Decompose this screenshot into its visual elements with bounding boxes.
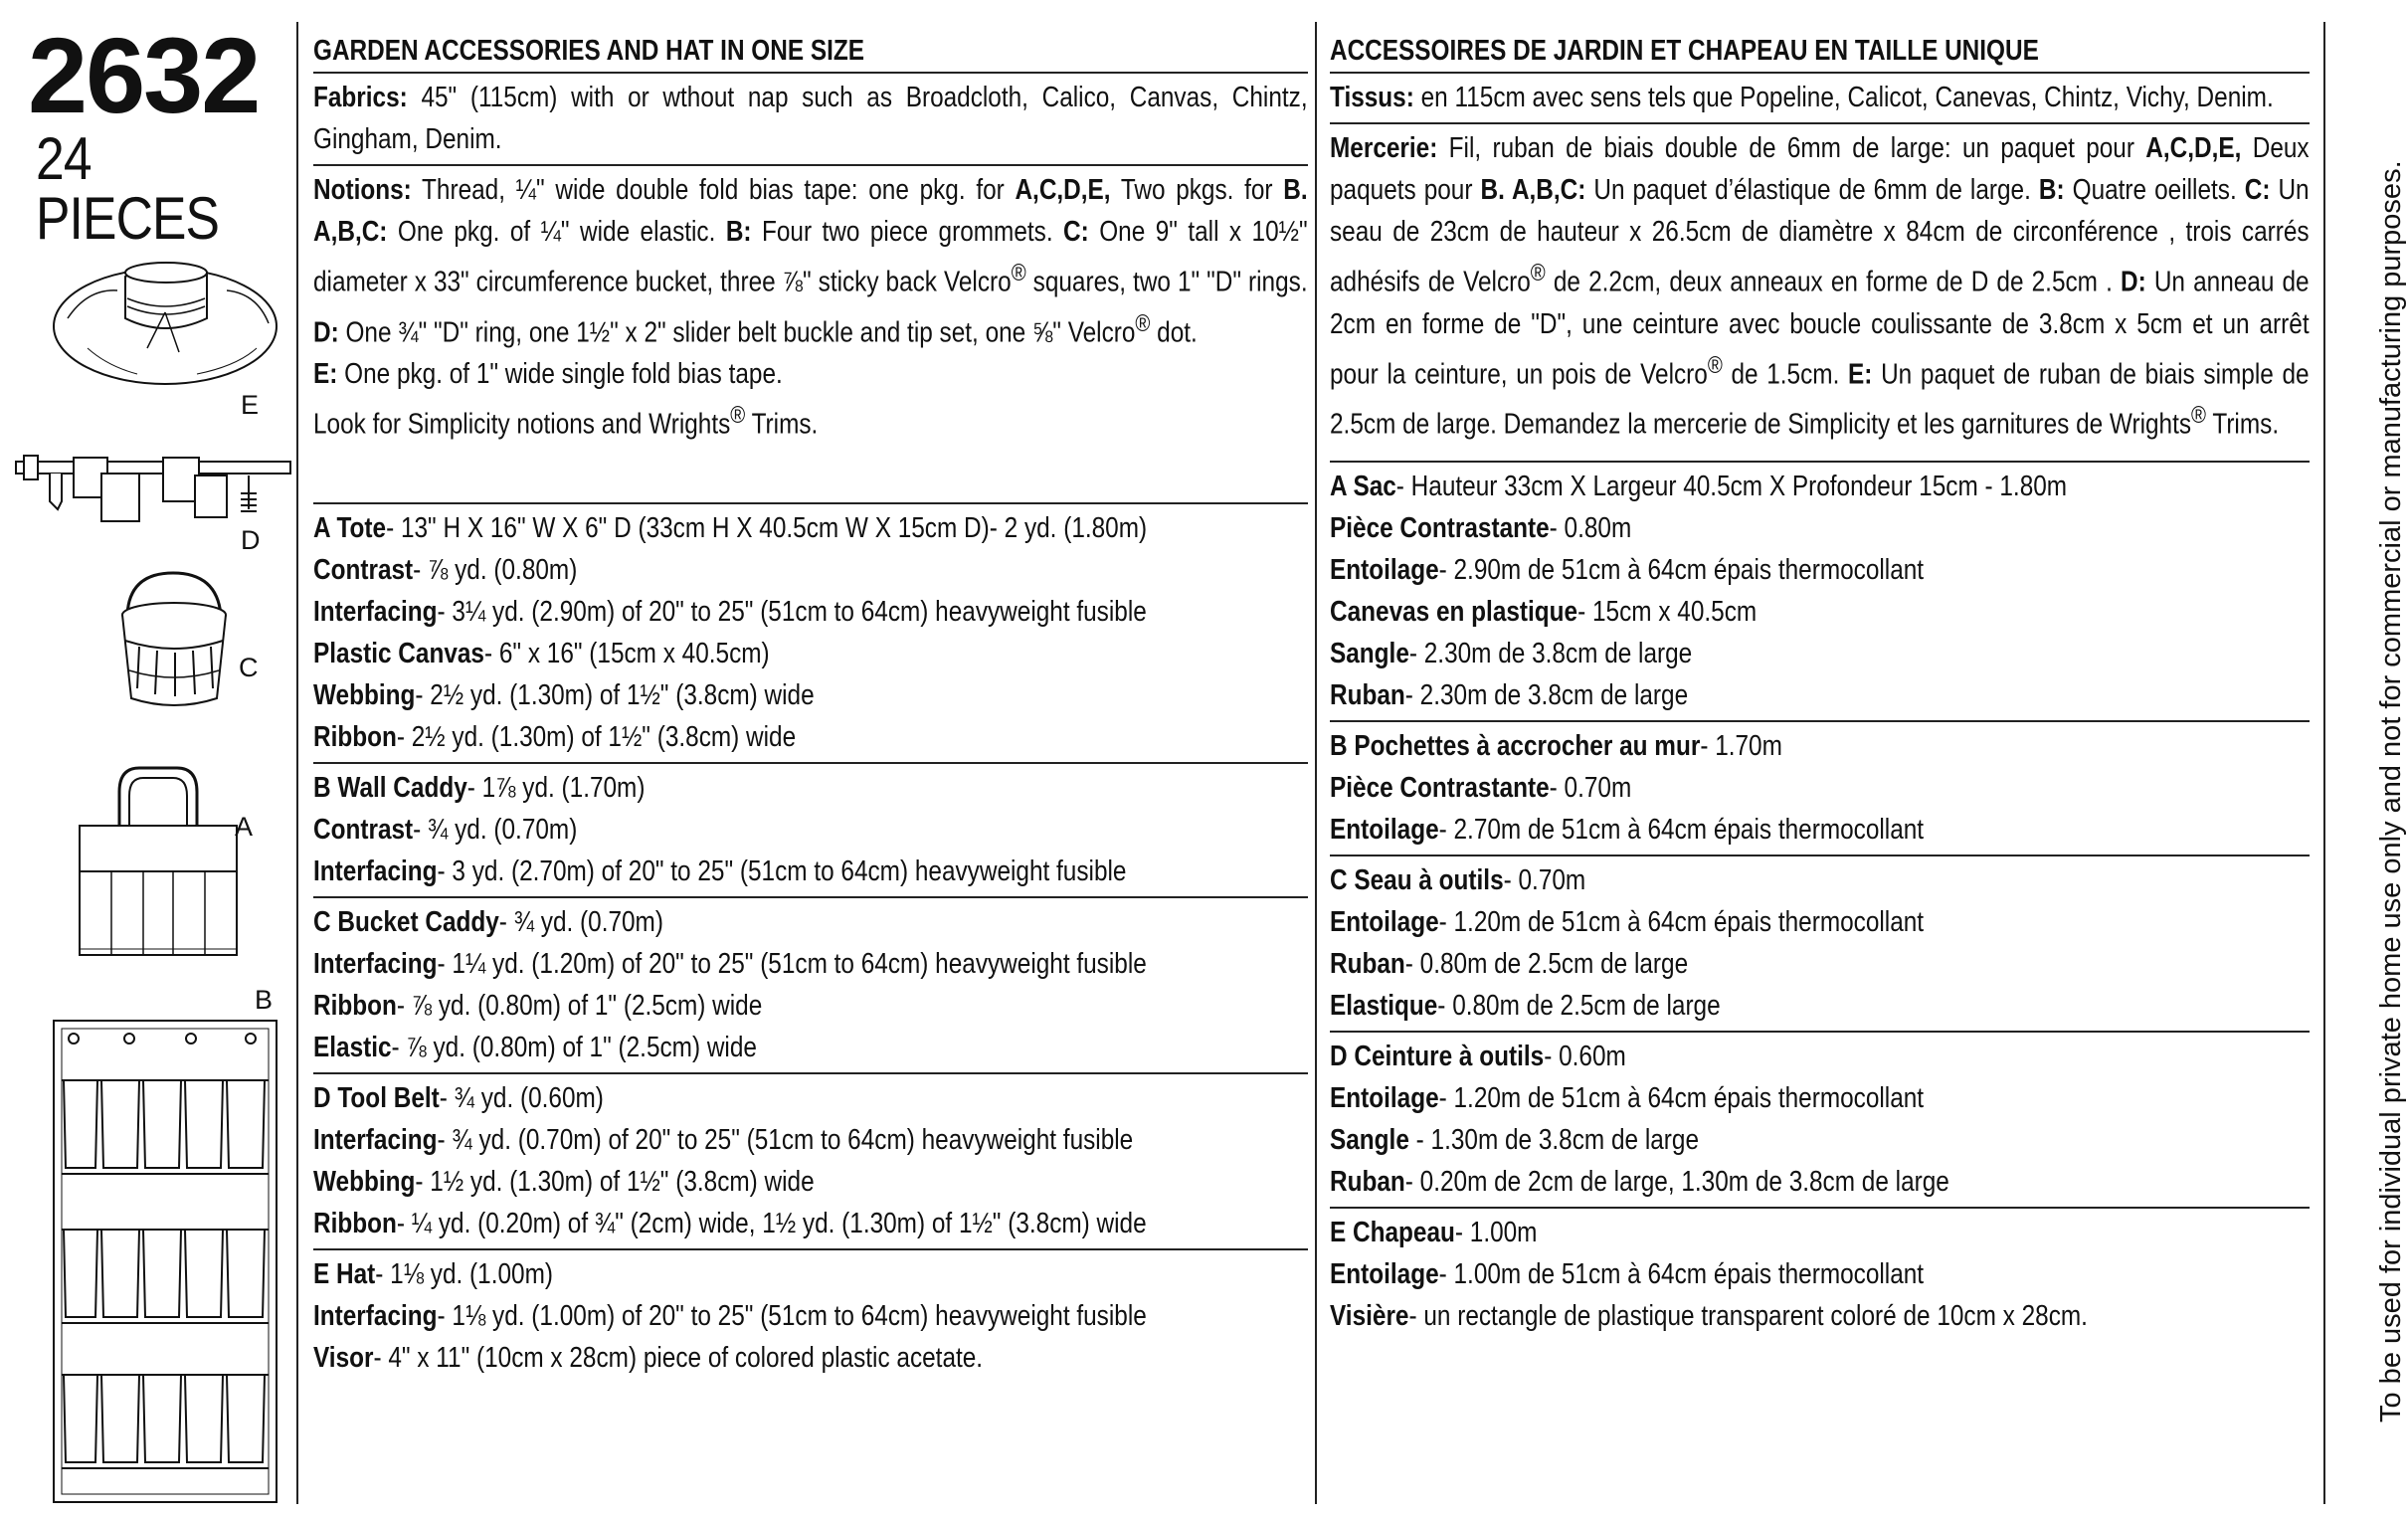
yardage-label: A Sac [1330,471,1396,502]
notions-text: dot. [1150,316,1198,349]
english-view-d [313,1074,1308,1248]
yardage-value: - 3¼ yd. (2.90m) of 20" to 25" (51cm to 64cm) heavyweight fusible [437,596,1147,628]
yardage-line [1330,549,2152,591]
fabrics-text: 45" (115cm) with or wthout nap such as Broadcloth, Calico, Canvas, Chintz, Gingham, Denim. [313,82,1308,155]
yardage-line [313,943,1149,985]
notions-text: squares, two 1" "D" rings. [1025,266,1308,298]
yardage-line [1330,985,2152,1027]
tote-bag-icon [74,762,243,961]
english-view-c [313,898,1308,1072]
notions-view-ref: B: [725,216,752,248]
yardage-line [1330,1253,2152,1295]
yardage-value: - ¾ yd. (0.70m) [498,906,663,938]
yardage-value: - 4" x 11" (10cm x 28cm) piece of colored plastic acetate. [373,1342,984,1374]
yardage-line [313,1161,1149,1203]
yardage-label: A Tote [313,512,387,544]
notions-label: Mercerie: [1330,132,1438,164]
notions-text: Un anneau de 2cm en forme de "D", une ceinture avec boucle coulissante de 3.8cm x 5cm et un arrêt pour la ceinture, un pois de Velcro [1330,266,2310,391]
yardage-label: Interfacing [313,855,438,887]
yardage-line [313,633,1149,674]
yardage-line [313,507,1149,549]
yardage-label: Sangle [1330,638,1409,669]
yardage-value: - 0.70m [1503,864,1586,896]
french-fabrics [1330,74,2310,122]
english-view-a [313,504,1308,762]
yardage-label: Plastic Canvas [313,638,484,669]
yardage-label: Contrast [313,554,414,586]
yardage-label: Entoilage [1330,1258,1439,1290]
yardage-line [1330,1119,2152,1161]
yardage-line [1330,1077,2152,1119]
yardage-label: Interfacing [313,1300,438,1332]
notions-view-ref: D: [2120,266,2146,298]
view-letter-d: D [241,525,261,555]
yardage-line [1330,1212,2152,1253]
french-notions [1330,124,2310,461]
french-column [1330,30,2310,1341]
yardage-value: - 15cm x 40.5cm [1577,596,1758,628]
yardage-line [1330,809,2152,851]
yardage-line [313,851,1149,892]
yardage-line [313,1337,1149,1379]
yardage-value: - 1½ yd. (1.30m) of 1½" (3.8cm) wide [415,1166,815,1198]
yardage-label: Webbing [313,1166,416,1198]
notions-text: Trims. [745,408,819,441]
notions-view-ref: A,C,D,E, [1015,174,1111,206]
notions-text: Fil, ruban de biais double de 6mm de large: un paquet pour [1437,132,2146,164]
view-letter-b: B [255,985,274,1015]
english-title: GARDEN ACCESSORIES AND HAT IN ONE SIZE [313,35,865,67]
yardage-value: - 6" x 16" (15cm x 40.5cm) [483,638,770,669]
yardage-label: Webbing [313,679,416,711]
bucket-caddy-icon [109,571,239,710]
notions-view-ref: E: [1848,358,1873,391]
yardage-value: - ¾ yd. (0.70m) [413,814,578,846]
notions-view-ref: A,C,D,E, [2145,132,2242,164]
english-view-b [313,764,1308,896]
yardage-line [1330,1295,2152,1337]
fabrics-label: Fabrics: [313,82,408,113]
yardage-label: Entoilage [1330,906,1439,938]
notions-text: Two pkgs. for [1110,174,1284,206]
piece-count: 24 PIECES [36,125,220,252]
yardage-value: - ¼ yd. (0.20m) of ¾" (2cm) wide, 1½ yd. (1.30m) of 1½" (3.8cm) wide [396,1208,1147,1239]
yardage-label: Elastic [313,1032,392,1063]
registered-mark: ® [1011,260,1026,286]
yardage-line [313,985,1149,1027]
yardage-value: - 1¼ yd. (1.20m) of 20" to 25" (51cm to 64cm) heavyweight fusible [437,948,1147,980]
yardage-label: C Seau à outils [1330,864,1504,896]
yardage-line [1330,943,2152,985]
yardage-value: - ¾ yd. (0.60m) [439,1082,604,1114]
yardage-label: E Hat [313,1258,376,1290]
yardage-label: B Pochettes à accrocher au mur [1330,730,1701,762]
notions-text: Look for Simplicity notions and Wrights [313,408,731,441]
yardage-value: - 2½ yd. (1.30m) of 1½" (3.8cm) wide [415,679,815,711]
yardage-label: Ruban [1330,948,1405,980]
notions-text: One pkg. of ¼" wide elastic. [387,216,726,248]
registered-mark: ® [730,402,746,430]
notions-text: Deux paquets pour [1330,132,2310,206]
yardage-line [313,591,1149,633]
usage-disclaimer: To be used for individual private home use only and not for commercial or manufacturing purposes. [2375,160,2407,1423]
notions-text: Un paquet d’élastique de 6mm de large. [1585,174,2039,206]
notions-text: Trims. [2206,408,2280,441]
column-divider-right [2323,22,2325,1504]
yardage-value: - 3 yd. (2.70m) of 20" to 25" (51cm to 64cm) heavyweight fusible [437,855,1127,887]
yardage-value: - Hauteur 33cm X Largeur 40.5cm X Profondeur 15cm - 1.80m [1395,471,2068,502]
view-letter-e: E [241,390,260,420]
french-view-c [1330,856,2310,1031]
french-view-a [1330,463,2310,720]
fabrics-text: en 115cm avec sens tels que Popeline, Calicot, Canevas, Chintz, Vichy, Denim. [1413,82,2274,113]
yardage-line [313,716,1149,758]
yardage-line [1330,466,2152,507]
yardage-line [1330,725,2152,767]
yardage-line [1330,591,2152,633]
notions-label: Notions: [313,174,412,206]
notions-text: Quatre oeillets. [2064,174,2245,206]
yardage-label: Ribbon [313,1208,397,1239]
notions-text: One ¾" "D" ring, one 1½" x 2" slider belt buckle and tip set, one ⅝" Velcro [338,316,1136,349]
view-letter-a: A [235,812,254,842]
yardage-line [313,767,1149,809]
french-title: ACCESSOIRES DE JARDIN ET CHAPEAU EN TAILLE UNIQUE [1330,35,2039,67]
yardage-line [313,1295,1149,1337]
french-view-e [1330,1209,2310,1341]
yardage-label: Entoilage [1330,814,1439,846]
yardage-value: - 1.00m [1454,1217,1538,1248]
yardage-label: Contrast [313,814,414,846]
yardage-line [313,1027,1149,1068]
yardage-value: - 1.70m [1700,730,1782,762]
yardage-value: - 0.70m [1549,772,1632,804]
yardage-value: - 2.30m de 3.8cm de large [1404,679,1689,711]
yardage-label: B Wall Caddy [313,772,467,804]
yardage-line [1330,633,2152,674]
yardage-line [313,1077,1149,1119]
registered-mark: ® [1135,309,1151,337]
english-column [313,30,1308,1383]
yardage-label: C Bucket Caddy [313,906,499,938]
yardage-value: - 1⅛ yd. (1.00m) [375,1258,553,1290]
yardage-value: - 1.20m de 51cm à 64cm épais thermocollant [1438,1082,1925,1114]
yardage-label: Entoilage [1330,554,1439,586]
views-column [0,0,294,1520]
yardage-line [313,901,1149,943]
yardage-line [313,1119,1149,1161]
yardage-label: Sangle [1330,1124,1416,1156]
yardage-value: - 2.30m de 3.8cm de large [1408,638,1693,669]
yardage-label: Ribbon [313,990,397,1022]
yardage-label: Pièce Contrastante [1330,512,1550,544]
yardage-value: - 13" H X 16" W X 6" D (33cm H X 40.5cm W X 15cm D)- 2 yd. (1.80m) [386,512,1148,544]
yardage-value: - 0.80m de 2.5cm de large [1404,948,1689,980]
yardage-label: Visor [313,1342,374,1374]
yardage-line [1330,674,2152,716]
yardage-value: - 0.80m de 2.5cm de large [1437,990,1721,1022]
yardage-value: - 2.70m de 51cm à 64cm épais thermocollant [1438,814,1925,846]
notions-view-ref: E: [313,358,338,391]
yardage-value: - ⅞ yd. (0.80m) of 1" (2.5cm) wide [391,1032,757,1063]
yardage-label: D Ceinture à outils [1330,1041,1545,1072]
notions-view-ref: B. A,B,C: [1480,174,1586,206]
french-view-d [1330,1033,2310,1207]
yardage-value: - 0.80m [1549,512,1632,544]
notions-text: Four two piece grommets. [751,216,1064,248]
notions-view-ref: C: [1063,216,1089,248]
yardage-line [313,1253,1149,1295]
registered-mark: ® [1530,260,1546,286]
pattern-number: 2632 [28,15,260,135]
yardage-label: Elastique [1330,990,1438,1022]
yardage-value: - ⅞ yd. (0.80m) [413,554,578,586]
notions-view-ref: C: [2244,174,2271,206]
yardage-label: Ribbon [313,721,397,753]
yardage-value: - 2½ yd. (1.30m) of 1½" (3.8cm) wide [396,721,797,753]
notions-text: de 1.5cm. [1722,358,1849,391]
yardage-value: - 0.20m de 2cm de large, 1.30m de 3.8cm de large [1404,1166,1949,1198]
yardage-line [313,549,1149,591]
yardage-value: - 1.20m de 51cm à 64cm épais thermocollant [1438,906,1925,938]
yardage-value: - 1⅛ yd. (1.00m) of 20" to 25" (51cm to 64cm) heavyweight fusible [437,1300,1147,1332]
yardage-label: Entoilage [1330,1082,1439,1114]
yardage-line [1330,1036,2152,1077]
yardage-line [1330,859,2152,901]
french-view-b [1330,722,2310,855]
notions-text: Un paquet de ruban de biais simple de 2.5cm de large. Demandez la mercerie de Simplicity et les garnitures de Wrights [1330,358,2310,441]
yardage-label: Canevas en plastique [1330,596,1578,628]
yardage-value: - 1.30m de 3.8cm de large [1415,1124,1700,1156]
yardage-value: - ¾ yd. (0.70m) of 20" to 25" (51cm to 64cm) heavyweight fusible [437,1124,1134,1156]
column-divider-middle [1315,22,1317,1504]
yardage-label: Ruban [1330,679,1405,711]
tool-belt-icon [14,450,294,529]
registered-mark: ® [1707,351,1723,379]
yardage-label: Ruban [1330,1166,1405,1198]
yardage-line [1330,507,2152,549]
yardage-value: - 1.00m de 51cm à 64cm épais thermocollant [1438,1258,1925,1290]
yardage-value: - un rectangle de plastique transparent coloré de 10cm x 28cm. [1408,1300,2088,1332]
yardage-line [1330,1161,2152,1203]
fabrics-label: Tissus: [1330,82,1414,113]
wall-caddy-icon [52,1019,282,1506]
yardage-value: - 2.90m de 51cm à 64cm épais thermocollant [1438,554,1925,586]
yardage-line [313,1203,1149,1244]
yardage-value: - ⅞ yd. (0.80m) of 1" (2.5cm) wide [396,990,763,1022]
yardage-label: Visière [1330,1300,1409,1332]
yardage-line [313,809,1149,851]
view-letter-c: C [239,653,259,682]
yardage-value: - 1⅞ yd. (1.70m) [466,772,646,804]
notions-view-ref: D: [313,316,339,349]
yardage-label: Pièce Contrastante [1330,772,1550,804]
notions-text: One 9" tall x 10½" diameter x 33" circumference bucket, three ⅞" sticky back Velcro [313,216,1308,298]
english-view-e [313,1250,1308,1383]
registered-mark: ® [2191,402,2207,430]
yardage-line [1330,767,2152,809]
english-notions [313,166,1308,502]
column-divider-left [296,22,298,1504]
yardage-label: D Tool Belt [313,1082,440,1114]
notions-text: Thread, ¼" wide double fold bias tape: one pkg. for [411,174,1016,206]
notions-text: Un seau de 23cm de hauteur x 26.5cm de diamètre x 84cm de circonférence , trois carrés adhésifs de Velcro [1330,174,2310,298]
yardage-label: Interfacing [313,1124,438,1156]
yardage-line [1330,901,2152,943]
notions-text: de 2.2cm, deux anneaux en forme de D de 2.5cm . [1545,266,2121,298]
notions-view-ref: B: [2038,174,2065,206]
notions-text: One pkg. of 1" wide single fold bias tape. [337,358,783,391]
english-fabrics [313,74,1308,164]
yardage-label: E Chapeau [1330,1217,1455,1248]
yardage-line [313,674,1149,716]
hat-icon [48,249,286,398]
yardage-value: - 0.60m [1544,1041,1626,1072]
yardage-label: Interfacing [313,948,438,980]
notions-view-ref: B. A,B,C: [313,174,1308,248]
yardage-label: Interfacing [313,596,438,628]
